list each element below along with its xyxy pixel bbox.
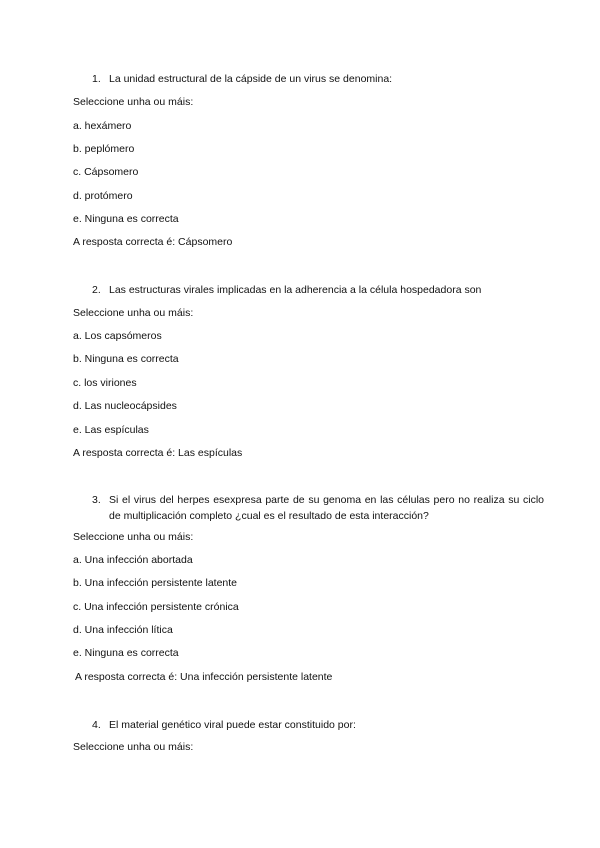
- question-1-option-e: e. Ninguna es correcta: [73, 213, 179, 225]
- question-3-option-b: b. Una infección persistente latente: [73, 577, 238, 589]
- question-3-number: 3.: [92, 494, 101, 506]
- question-3-option-d: d. Una infección lítica: [73, 624, 173, 636]
- question-2-option-c: c. los viriones: [73, 377, 137, 389]
- question-2-option-e: e. Las espículas: [73, 424, 149, 436]
- question-1-option-c: c. Cápsomero: [73, 166, 139, 178]
- question-2-number: 2.: [92, 284, 101, 296]
- question-2-option-b: b. Ninguna es correcta: [73, 353, 179, 365]
- question-1-prompt: Seleccione unha ou máis:: [73, 96, 194, 108]
- question-1-option-b: b. peplómero: [73, 143, 135, 155]
- question-1-option-a: a. hexámero: [73, 120, 132, 132]
- question-3-option-a: a. Una infección abortada: [73, 554, 193, 566]
- question-3-option-c: c. Una infección persistente crónica: [73, 601, 239, 613]
- question-3-title: [92, 492, 552, 524]
- question-2-answer: A resposta correcta é: Las espículas: [73, 447, 243, 459]
- question-2-text: Las estructuras virales implicadas en la adherencia a la célula hospedadora son: [109, 284, 482, 296]
- question-3-prompt: Seleccione unha ou máis:: [73, 531, 194, 543]
- question-2-prompt: Seleccione unha ou máis:: [73, 307, 194, 319]
- question-3-option-e: e. Ninguna es correcta: [73, 647, 179, 659]
- question-1-number: 1.: [92, 73, 101, 85]
- question-3-text: Si el virus del herpes esexpresa parte de su genoma en las células pero no realiza su ciclo de multiplicación completo ¿cual es el resultado de esta interacción?: [109, 494, 544, 522]
- question-1-answer: A resposta correcta é: Cápsomero: [73, 236, 233, 248]
- question-3-answer: A resposta correcta é: Una infección persistente latente: [75, 671, 333, 683]
- question-4-prompt: Seleccione unha ou máis:: [73, 741, 194, 753]
- question-1-text: La unidad estructural de la cápside de un virus se denomina:: [109, 73, 393, 85]
- question-4-text: El material genético viral puede estar constituido por:: [109, 719, 356, 731]
- question-2-option-d: d. Las nucleocápsides: [73, 400, 177, 412]
- question-2-option-a: a. Los capsómeros: [73, 330, 162, 342]
- question-1-option-d: d. protómero: [73, 190, 133, 202]
- question-4-number: 4.: [92, 719, 101, 731]
